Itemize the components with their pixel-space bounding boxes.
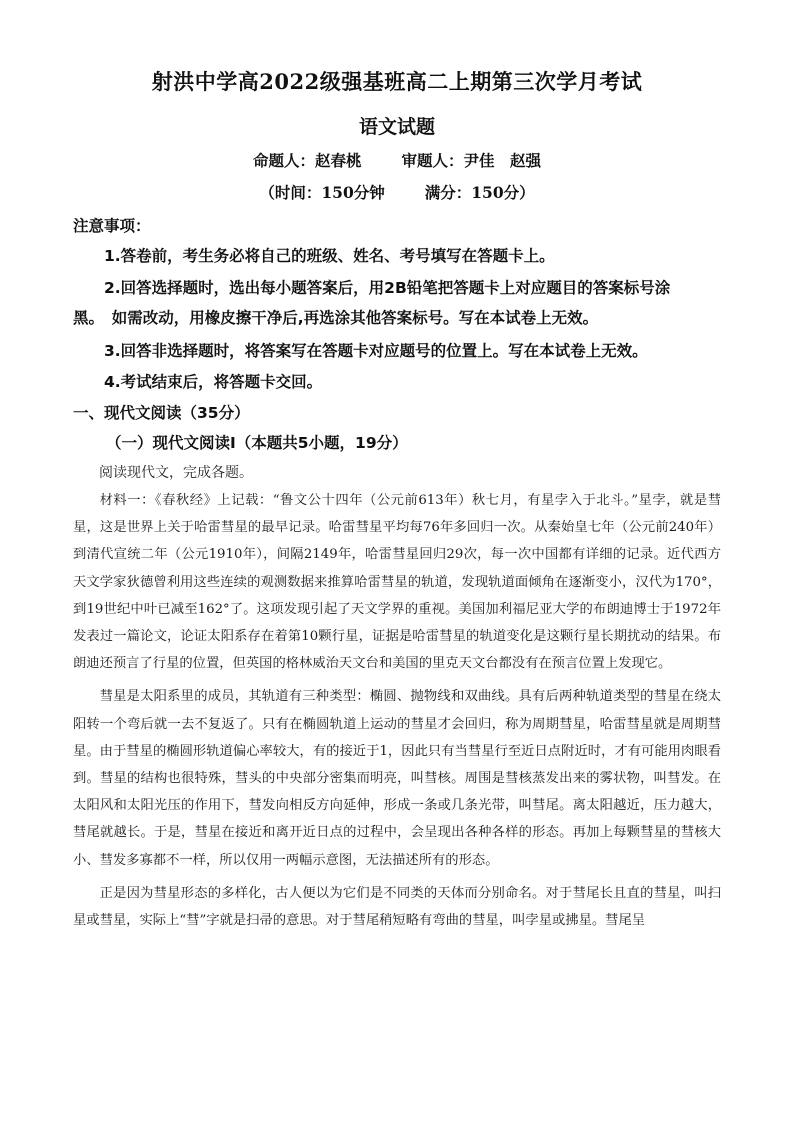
notice-item-4: 4.考试结束后，将答题卡交回。 — [104, 373, 323, 391]
notice-item-1: 1.答卷前，考生务必将自己的班级、姓名、考号填写在答题卡上。 — [104, 247, 555, 265]
passage-paragraph-1: 材料一：《春秋经》上记载：“鲁文公十四年（公元前613年）秋七月，有星孛入于北斗。”星孛，就是彗星，这是世界上关于哈雷彗星的最早记录。哈雷彗星平均每76年多回归一次。从秦始皇七年（公元前240年）到清代宣统二年（公元1910年），间隔2149年，哈雷彗星回归29次，每一次中国都有详细的记录。近代西方天文学家狄德曾利用这些连续的观测数据来推算哈雷彗星的轨道，发现轨道面倾角在逐渐变小，汉代为170°，到19世纪中叶已减至162°了。这项发现引起了天文学界的重视。美国加利福尼亚大学的布朗迪博士于1972年发表过一篇论文，论证太阳系存在着第10颗行星，证据是哈雷彗星的轨道变化是这颗行星长期扰动的结果。布朗迪还预言了行星的位置，但英国的格林威治天文台和美国的里克天文台都没有在预言位置上发现它。 — [73, 493, 721, 672]
subject-title: 语文试题 — [358, 116, 435, 138]
passage-paragraph-2: 彗星是太阳系里的成员，其轨道有三种类型：椭圆、抛物线和双曲线。具有后两种轨道类型的彗星在绕太阳转一个弯后就一去不复返了。只有在椭圆轨道上运动的彗星才会回归，称为周期彗星，哈雷彗星就是周期彗星。由于彗星的椭圆形轨道偏心率较大，有的接近于1，因此只有当彗星行至近日点附近时，才有可能用肉眼看到。彗星的结构也很特殊，彗头的中央部分密集而明亮，叫彗核。周围是彗核蒸发出来的雾状物，叫彗发。在太阳风和太阳光压的作用下，彗发向相反方向延伸，形成一条或几条光带，叫彗尾。离太阳越近，压力越大，彗尾就越长。于是，彗星在接近和离开近日点的过程中，会呈现出各种各样的形态。再加上每颗彗星的彗核大小、彗发多寡都不一样，所以仅用一两幅示意图，无法描述所有的形态。 — [73, 689, 721, 868]
exam-time: （时间：150分钟 — [259, 183, 385, 202]
notice-heading: 注意事项： — [73, 217, 151, 235]
reviewer-name: 审题人：尹佳 赵强 — [401, 151, 542, 170]
notice-item-2-cont: 黑。 如需改动，用橡皮擦干净后,再选涂其他答案标号。写在本试卷上无效。 — [73, 309, 599, 327]
authors-line — [0, 149, 794, 171]
setter-name: 命题人：赵春桃 — [252, 151, 362, 170]
notice-item-2: 2.回答选择题时，选出每小题答案后，用2B铅笔把答题卡上对应题目的答案标号涂 — [104, 279, 671, 297]
time-score-line — [0, 181, 794, 203]
passage-paragraph-3: 正是因为彗星形态的多样化，古人便以为它们是不同类的天体而分别命名。对于彗尾长且直的彗星，叫扫星或彗星，实际上“彗”字就是扫帚的意思。对于彗尾稍短略有弯曲的彗星，叫孛星或拂星。彗尾呈 — [73, 885, 721, 929]
notice-item-3: 3.回答非选择题时，将答案写在答题卡对应题号的位置上。写在本试卷上无效。 — [104, 342, 648, 360]
reading-instruction: 阅读现代文，完成各题。 — [99, 465, 253, 481]
section-subtitle: （一）现代文阅读Ⅰ（本题共5小题，19分） — [106, 434, 408, 452]
section-title: 一、现代文阅读（35分） — [73, 404, 250, 422]
exam-score: 满分：150分） — [424, 183, 535, 202]
exam-title: 射洪中学高2022级强基班高二上期第三次学月考试 — [151, 69, 643, 94]
reading-passage — [73, 487, 721, 934]
